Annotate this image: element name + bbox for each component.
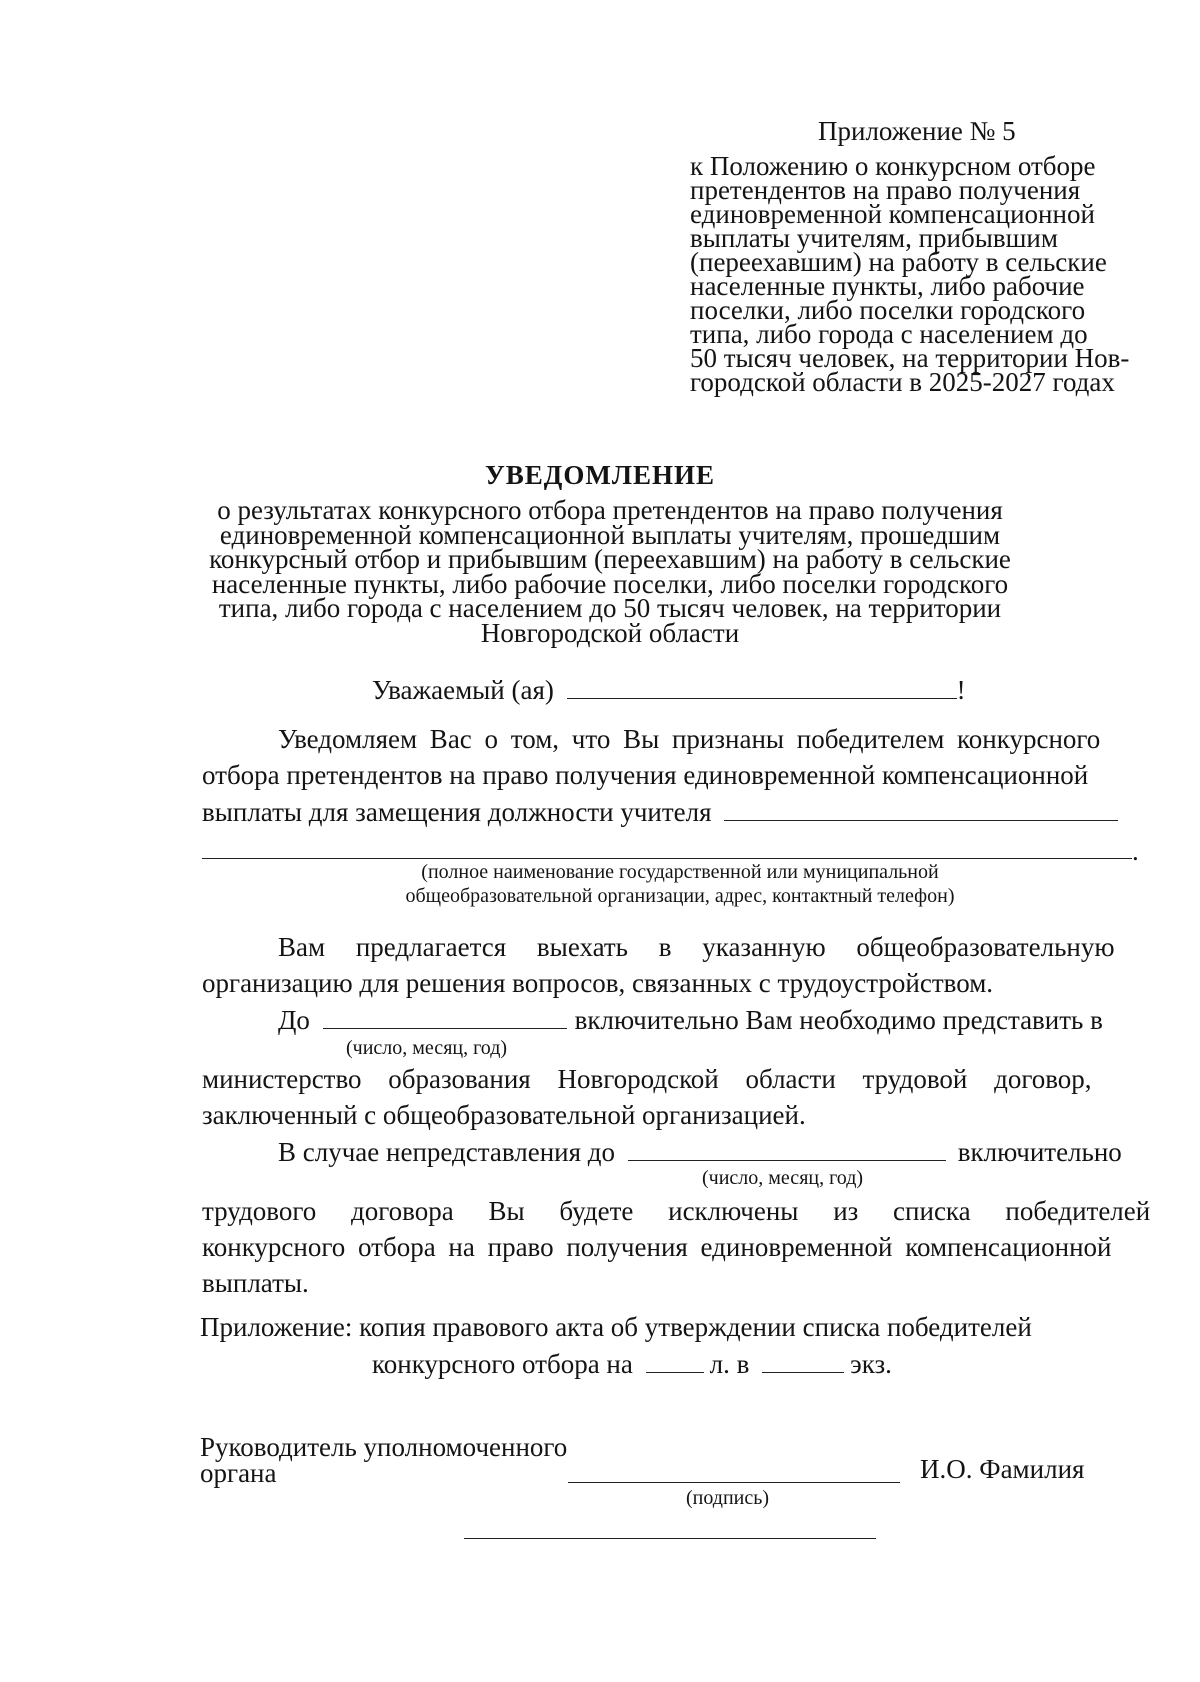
signer-role-line2: органа <box>200 1458 277 1488</box>
organization-caption-line1: (полное наименование государственной или муниципальной <box>421 861 939 883</box>
appendix-line: поселки, либо поселки городского <box>690 295 1086 325</box>
para2-line2: организацию для решения вопросов, связанных с трудоустройством. <box>202 968 994 998</box>
nonsubmission-date-caption: (число, месяц, год) <box>702 1167 864 1189</box>
para1-text: Уведомляем Вас о том, что Вы признаны победителем конкурсного <box>278 724 1101 754</box>
greeting-text: Уважаемый (ая) <box>372 675 554 705</box>
document-subtitle <box>200 495 1020 648</box>
signature-caption: (подпись) <box>686 1487 770 1509</box>
document-title: УВЕДОМЛЕНИЕ <box>484 460 716 490</box>
subtitle-line: единовременной компенсационной выплаты учителям, прошедшим <box>219 519 1001 550</box>
subtitle-line: о результатах конкурсного отбора претендентов на право получения <box>217 495 1003 525</box>
appendix-line: единовременной компенсационной <box>690 199 1095 229</box>
teacher-position-field[interactable] <box>724 798 1118 821</box>
appendix-line: населенные пункты, либо рабочие <box>690 271 1085 301</box>
para1-line3 <box>202 798 1118 826</box>
attachment-text: конкурсного отбора на <box>372 1349 633 1379</box>
bottom-line[interactable] <box>464 1538 876 1539</box>
appendix-line: (переехавшим) на работу в сельские <box>690 247 1107 277</box>
deadline-date-field[interactable] <box>323 1006 567 1029</box>
para4-line4: выплаты. <box>202 1268 309 1298</box>
recipient-name-field[interactable] <box>567 676 957 699</box>
nonsubmission-date-field[interactable] <box>628 1138 946 1161</box>
attachment-line2 <box>372 1350 892 1378</box>
para3-suffix: включительно Вам необходимо представить в <box>574 1005 1103 1035</box>
para3-line2: министерство образования Новгородской области трудовой договор, <box>202 1064 1092 1094</box>
para3-line3: заключенный с общеобразовательной организацией. <box>202 1100 806 1130</box>
appendix-line: 50 тысяч человек, на территории Нов- <box>690 343 1130 373</box>
para4-line2: трудового договора Вы будете исключены из списка победителей <box>202 1196 1151 1226</box>
greeting-exclamation: ! <box>956 675 966 705</box>
organization-caption-line2: общеобразовательной организации, адрес, контактный телефон) <box>405 885 955 907</box>
appendix-line: выплаты учителям, прибывшим <box>690 223 1058 253</box>
para3-line1 <box>278 1006 1103 1034</box>
para2-line1: Вам предлагается выехать в указанную общеобразовательную <box>278 932 1115 962</box>
subtitle-line: типа, либо города с населением до 50 тысяч человек, на территории <box>218 593 1002 623</box>
para1-line2: отбора претендентов на право получения единовременной компенсационной <box>202 760 1089 790</box>
appendix-heading: Приложение № 5 <box>818 116 1016 146</box>
signature-field[interactable] <box>568 1482 900 1483</box>
signer-name: И.О. Фамилия <box>920 1454 1085 1484</box>
para1-line1 <box>278 726 1146 753</box>
para4-line3: конкурсного отбора на право получения единовременной компенсационной <box>202 1232 1112 1262</box>
para1-text: выплаты для замещения должности учителя <box>202 797 712 827</box>
attachment-text: экз. <box>850 1349 892 1379</box>
subtitle-line: населенные пункты, либо рабочие поселки, либо поселки городского <box>211 568 1009 599</box>
appendix-block <box>690 151 1150 397</box>
copies-count-field[interactable] <box>762 1350 844 1373</box>
attachment-line1: Приложение: копия правового акта об утверждении списка победителей <box>200 1312 1032 1342</box>
appendix-line: городской области в 2025-2027 годах <box>690 367 1115 397</box>
subtitle-line: Новгородской области <box>480 617 740 648</box>
para4-suffix: включительно <box>957 1137 1122 1167</box>
greeting <box>372 676 966 704</box>
pages-count-field[interactable] <box>646 1350 704 1373</box>
signer-role-line1: Руководитель уполномоченного <box>200 1432 568 1462</box>
subtitle-line: конкурсный отбор и прибывшим (переехавшим) на работу в сельские <box>209 544 1011 574</box>
para4-prefix: В случае непредставления до <box>278 1137 616 1167</box>
appendix-line: типа, либо города с населением до <box>690 319 1088 349</box>
para3-prefix: До <box>278 1005 310 1035</box>
para4-line1 <box>278 1138 1122 1166</box>
deadline-date-caption: (число, месяц, год) <box>346 1037 508 1059</box>
appendix-line: претендентов на право получения <box>690 175 1081 205</box>
attachment-text: л. в <box>709 1349 750 1379</box>
para1-dot: . <box>1132 836 1139 866</box>
organization-field[interactable] <box>202 858 1132 859</box>
appendix-line: к Положению о конкурсном отборе <box>690 151 1096 181</box>
